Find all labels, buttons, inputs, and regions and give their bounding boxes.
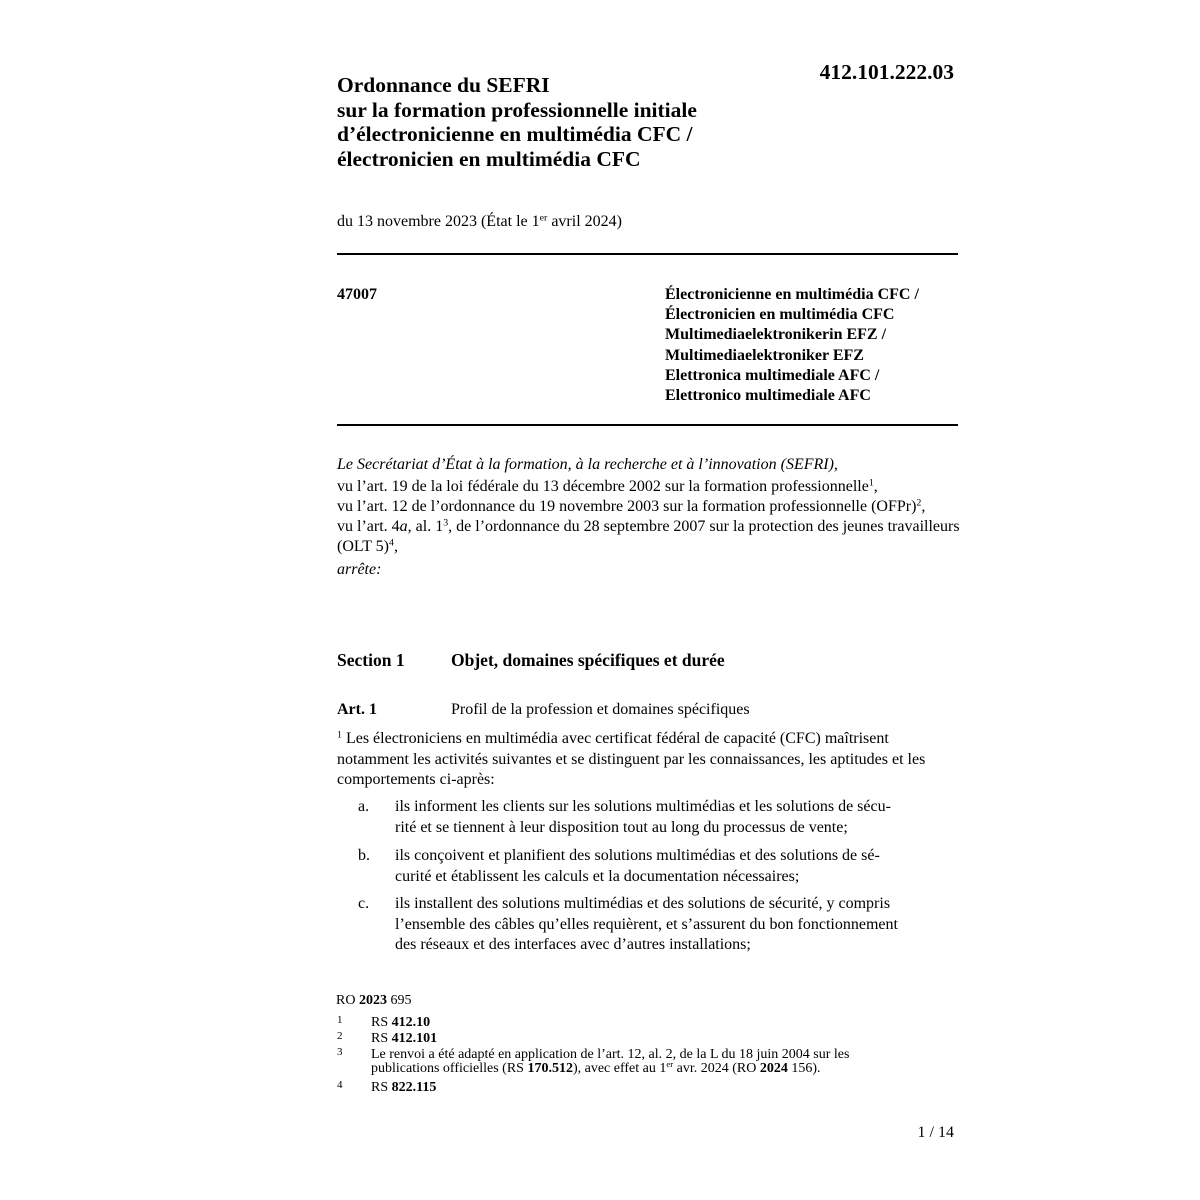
paragraph-text: Les électroniciens en multimédia avec certificat fédéral de capacité (CFC) maîtrisent notamment les activités suivantes et se distinguent par les connaissances, les aptitudes et les comportements ci-après: <box>337 730 926 788</box>
list-item-text: ils conçoivent et planifient des solutions multimédias et des solutions de sé- curité et établissent les calculs et la documentation nécessaires; <box>395 847 880 885</box>
date-superscript: er <box>539 212 548 224</box>
official-compilation-ref: RO 2023 695 <box>336 993 412 1008</box>
profession-code: 47007 <box>337 286 377 303</box>
footnote-link[interactable]: 822.115 <box>391 1080 437 1095</box>
list-item-letter: b. <box>358 847 370 864</box>
title-line: électronicien en multimédia CFC <box>337 146 641 171</box>
footnote-text: RS 412.101 <box>371 1031 438 1046</box>
footnote-link[interactable]: 412.101 <box>391 1031 438 1046</box>
section-heading <box>337 650 725 671</box>
title-line: d’électronicienne en multimédia CFC / <box>337 122 693 146</box>
preamble-intro: Le Secrétariat d’État à la formation, à la recherche et à l’innovation (SEFRI), <box>337 456 838 473</box>
footnote-link[interactable]: 412.10 <box>391 1015 431 1030</box>
profession-name: Multimediaelektronikerin EFZ / <box>665 326 887 344</box>
preamble-basis-3: vu l’art. 4a, al. $1^3$, de l’ordonnance du 28 septembre 2007 sur la protection des jeunes travailleurs (OLT 5)$^4$, <box>337 517 960 555</box>
footnote-number: 1 <box>337 1014 343 1026</box>
top-divider <box>337 253 958 255</box>
profession-name: Électronicienne en multimédia CFC / <box>665 286 919 303</box>
profession-name: Elettronico multimediale AFC <box>665 387 871 405</box>
page-number: 1 / 14 <box>917 1124 954 1141</box>
preamble-basis-1: vu l’art. 19 de la loi fédérale du 13 décembre 2002 sur la formation professionnelle$^1$, <box>337 477 878 495</box>
footnote-text: Le renvoi a été adapté en application de l’art. 12, al. 2, de la L du 18 juin 2004 sur les publications officielles (RS 170.512), avec effet au 1er avr. 2024 (RO 2024 156). <box>371 1047 850 1076</box>
preamble-basis-2: vu l’art. 12 de l’ordonnance du 19 novembre 2003 sur la formation professionnelle (OFPr)$^2$, <box>337 497 926 515</box>
profession-name: Électronicien en multimédia CFC <box>665 306 895 324</box>
article-title: Profil de la profession et domaines spécifiques <box>451 701 750 718</box>
footnote-ref-1[interactable]: 1 <box>868 477 874 489</box>
paragraph-number: 1 <box>337 729 342 741</box>
systematic-number: 412.101.222.03 <box>819 60 954 84</box>
article-paragraph <box>337 729 962 791</box>
date-suffix: avril 2024) <box>547 213 622 230</box>
article-label: Art. 1 <box>337 701 377 718</box>
footnote-number: 4 <box>337 1079 343 1091</box>
date-prefix: du 13 novembre 2023 (État le 1 <box>337 213 540 230</box>
document-date <box>337 213 622 231</box>
footnote-link[interactable]: 2024 <box>759 1061 788 1076</box>
section-label: Section 1 <box>337 650 405 670</box>
title-line: Ordonnance du SEFRI <box>337 73 550 97</box>
profession-names <box>665 285 919 406</box>
list-item-letter: c. <box>358 895 370 912</box>
footnote-link[interactable]: 170.512 <box>527 1061 573 1076</box>
footnote-ref-4[interactable]: 4 <box>389 537 394 549</box>
list-item-letter: a. <box>358 798 370 815</box>
list-item-text: ils informent les clients sur les solutions multimédias et les solutions de sécu- rité et se tiennent à leur disposition tout au long du processus de vente; <box>395 798 891 836</box>
document-title <box>337 73 797 171</box>
profession-name: Elettronica multimediale AFC / <box>665 366 880 384</box>
footnote-ref-3[interactable]: 3 <box>443 517 449 529</box>
footnote-text: RS 412.10 <box>371 1015 431 1030</box>
list-item-text: ils installent des solutions multimédias et des solutions de sécurité, y compris l’ensemble des câbles qu’elles requièrent, et s’assurent du bon fonctionnement des réseaux et des interfaces avec d’autres installations; <box>395 895 898 953</box>
footnote-ref-2[interactable]: 2 <box>916 497 922 509</box>
footnote-number: 3 <box>337 1046 343 1058</box>
preamble <box>337 455 962 580</box>
article-heading <box>337 701 750 719</box>
footnote-text: RS 822.115 <box>371 1080 437 1095</box>
section-title: Objet, domaines spécifiques et durée <box>451 650 725 670</box>
footnote-number: 2 <box>337 1030 343 1042</box>
bottom-divider <box>337 424 958 426</box>
profession-name: Multimediaelektroniker EFZ <box>665 346 864 364</box>
preamble-decree: arrête: <box>337 561 382 578</box>
title-line: sur la formation professionnelle initiale <box>337 97 697 122</box>
